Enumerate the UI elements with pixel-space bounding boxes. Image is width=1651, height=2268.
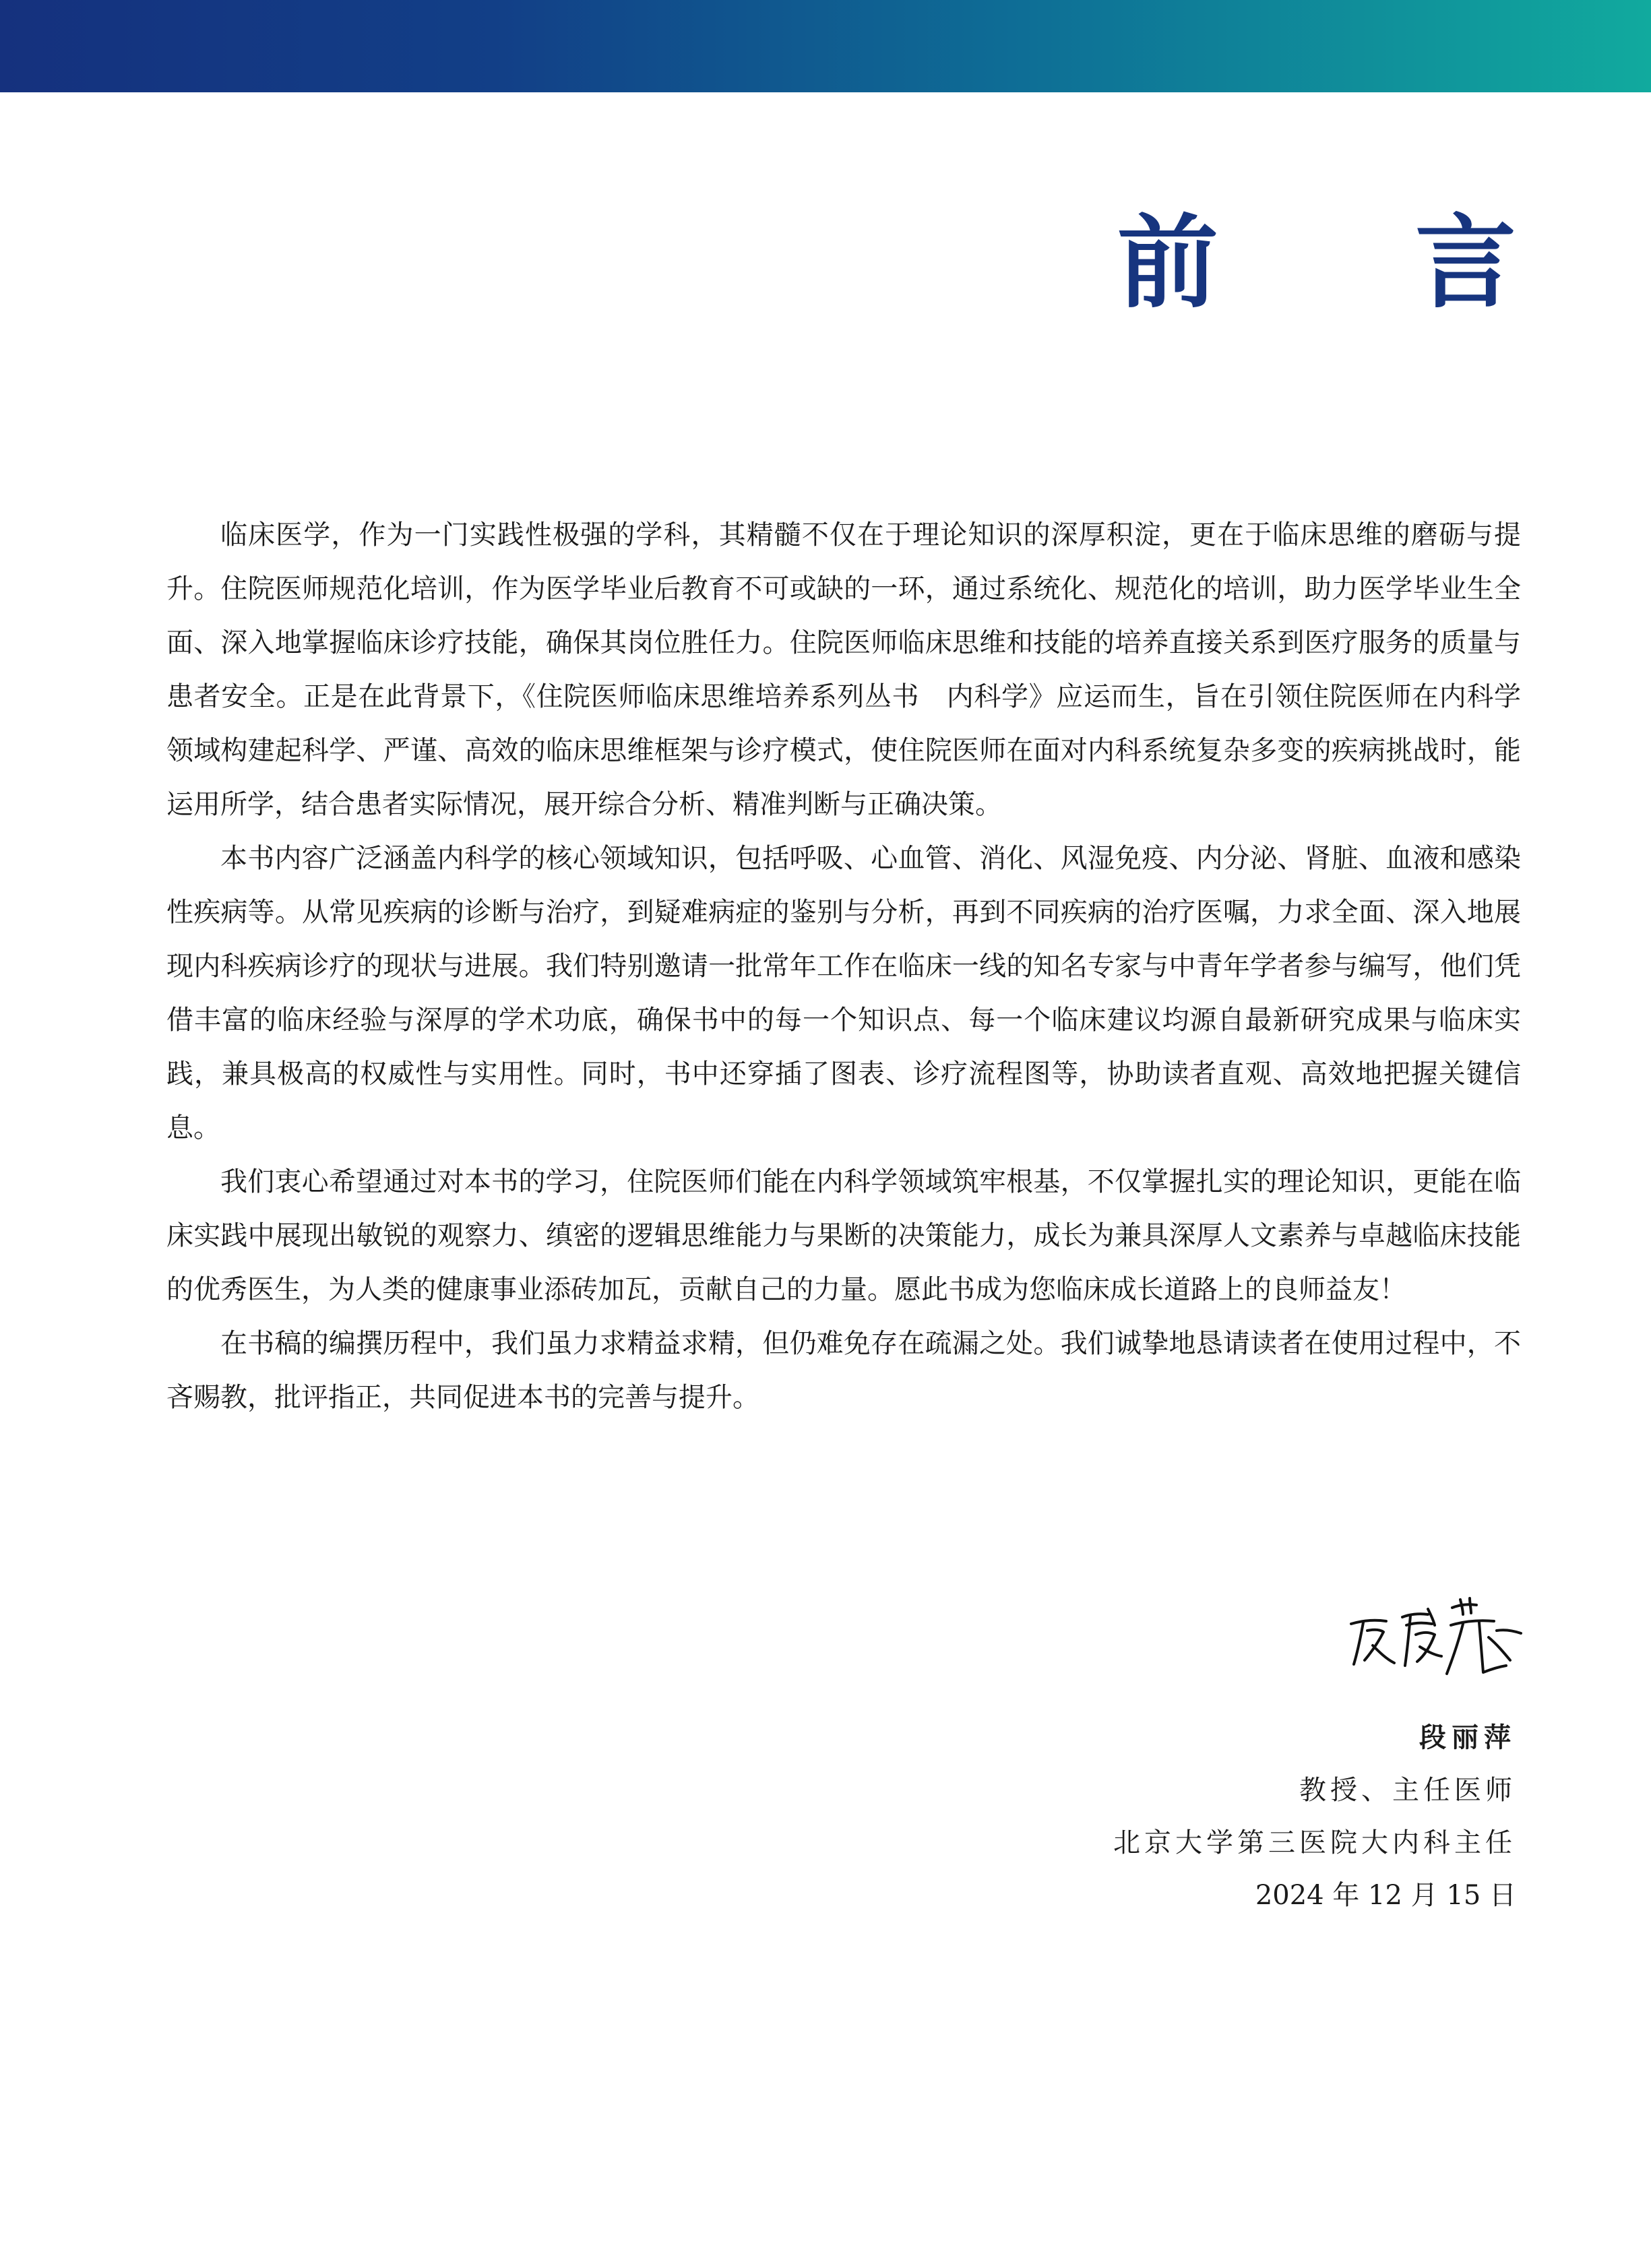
paragraph-4: 在书稿的编撰历程中，我们虽力求精益求精，但仍难免存在疏漏之处。我们诚挚地恳请读者在使用过程中，不吝赐教，批评指正，共同促进本书的完善与提升。 — [166, 1328, 1521, 1413]
paragraph-1: 临床医学，作为一门实践性极强的学科，其精髓不仅在于理论知识的深厚积淀，更在于临床思维的磨砺与提升。住院医师规范化培训，作为医学毕业后教育不可或缺的一环，通过系统化、规范化的培训，助力医学毕业生全面、深入地掌握临床诊疗技能，确保其岗位胜任力。住院医师临床思维和技能的培养直接关系到医疗服务的质量与患者安全。正是在此背景下，《住院医师临床思维培养系列丛书 内科学》应运而生，旨在引领住院医师在内科学领域构建起科学、严谨、高效的临床思维框架与诊疗模式，使住院医师在面对内科系统复杂多变的疾病挑战时，能运用所学，结合患者实际情况，展开综合分析、精准判断与正确决策。 — [166, 519, 1521, 820]
author-affiliation: 北京大学第三医院大内科主任 — [1113, 1827, 1516, 1858]
author-name: 段丽萍 — [1419, 1722, 1516, 1753]
preface-body — [166, 508, 1521, 1424]
header-color-band — [0, 0, 1651, 92]
handwritten-signature — [1344, 1590, 1533, 1691]
paragraph-3: 我们衷心希望通过对本书的学习，住院医师们能在内科学领域筑牢根基，不仅掌握扎实的理论知识，更能在临床实践中展现出敏锐的观察力、缜密的逻辑思维能力与果断的决策能力，成长为兼具深厚人文素养与卓越临床技能的优秀医生，为人类的健康事业添砖加瓦，贡献自己的力量。愿此书成为您临床成长道路上的良师益友！ — [166, 1166, 1521, 1305]
signoff-date: 2024 年 12 月 15 日 — [1255, 1880, 1516, 1911]
author-title: 教授、主任医师 — [1299, 1775, 1516, 1806]
signoff-block — [1113, 1711, 1516, 1922]
paragraph-2: 本书内容广泛涵盖内科学的核心领域知识，包括呼吸、心血管、消化、风湿免疫、内分泌、肾脏、血液和感染性疾病等。从常见疾病的诊断与治疗，到疑难病症的鉴别与分析，再到不同疾病的治疗医嘱，力求全面、深入地展现内科疾病诊疗的现状与进展。我们特别邀请一批常年工作在临床一线的知名专家与中青年学者参与编写，他们凭借丰富的临床经验与深厚的学术功底，确保书中的每一个知识点、每一个临床建议均源自最新研究成果与临床实践，兼具极高的权威性与实用性。同时，书中还穿插了图表、诊疗流程图等，协助读者直观、高效地把握关键信息。 — [166, 843, 1521, 1143]
page-title: 前 言 — [1117, 203, 1597, 322]
